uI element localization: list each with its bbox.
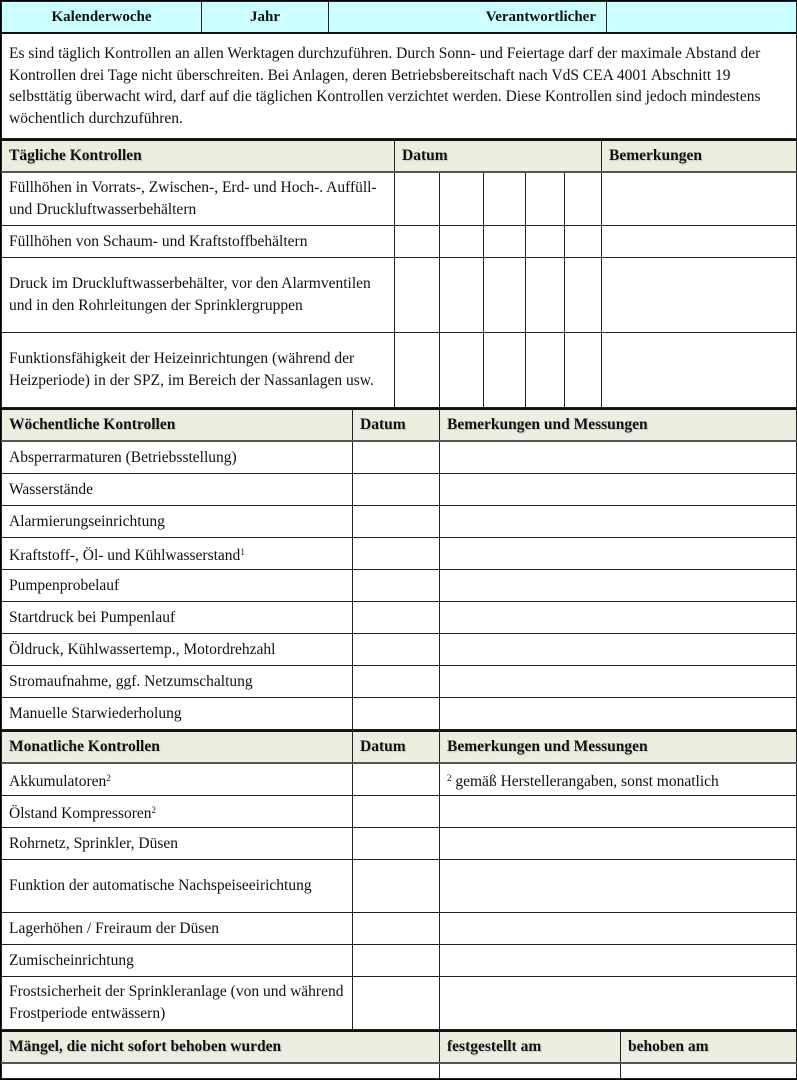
- weekly-item: Stromaufnahme, ggf. Netzumschaltung: [2, 666, 353, 698]
- fixed-date-cell[interactable]: [621, 1063, 797, 1079]
- weekly-item: Wasserstände: [2, 474, 353, 506]
- remarks-cell[interactable]: [440, 796, 797, 828]
- date-cell[interactable]: [353, 666, 440, 698]
- table-row: [2, 333, 797, 408]
- date-cell[interactable]: [484, 333, 526, 408]
- date-cell[interactable]: [565, 333, 602, 408]
- daily-item: Füllhöhen in Vorrats-, Zwischen-, Erd- und Hoch-. Auffüll- und Druckluftwasserbehältern: [2, 172, 395, 226]
- table-row: [2, 698, 797, 730]
- defects-title: Mängel, die nicht sofort behoben wurden: [2, 1031, 440, 1063]
- date-cell[interactable]: [526, 172, 565, 226]
- remarks-cell[interactable]: [440, 860, 797, 913]
- daily-item: Füllhöhen von Schaum- und Kraftstoffbehältern: [2, 226, 395, 258]
- table-row: [2, 570, 797, 602]
- date-cell[interactable]: [353, 602, 440, 634]
- weekly-item: Kraftstoff-, Öl- und Kühlwasserstand$^1$: [2, 538, 353, 570]
- weekly-item: Absperrarmaturen (Betriebsstellung): [2, 441, 353, 474]
- daily-item: Funktionsfähigkeit der Heizeinrichtungen (während der Heizperiode) in der SPZ, im Bereich der Nassanlagen usw.: [2, 333, 395, 408]
- date-cell[interactable]: [395, 172, 440, 226]
- weekly-table: [1, 408, 797, 730]
- monthly-item: Frostsicherheit der Sprinkleranlage (von und während Frostperiode entwässern): [2, 977, 353, 1030]
- weekly-date-header: Datum: [353, 409, 440, 441]
- remarks-cell[interactable]: [440, 828, 797, 860]
- table-row: [2, 860, 797, 913]
- date-cell[interactable]: [353, 506, 440, 538]
- date-cell[interactable]: [353, 913, 440, 945]
- monthly-remarks-header: Bemerkungen und Messungen: [440, 731, 797, 763]
- date-cell[interactable]: [353, 474, 440, 506]
- date-cell[interactable]: [440, 172, 484, 226]
- monthly-item: Funktion der automatische Nachspeiseeirichtung: [2, 860, 353, 913]
- daily-item: Druck im Druckluftwasserbehälter, vor den Alarmventilen und in den Rohrleitungen der Sprinklergruppen: [2, 258, 395, 333]
- remarks-cell[interactable]: [440, 570, 797, 602]
- table-row: [2, 913, 797, 945]
- remarks-cell[interactable]: [602, 226, 797, 258]
- date-cell[interactable]: [484, 226, 526, 258]
- kalenderwoche-label: Kalenderwoche: [2, 2, 202, 34]
- jahr-label: Jahr: [202, 2, 329, 34]
- date-cell[interactable]: [353, 441, 440, 474]
- found-date-cell[interactable]: [440, 1063, 621, 1079]
- verantwortlicher-field[interactable]: [607, 2, 797, 34]
- footnote-marker: 2: [447, 772, 452, 783]
- table-row: [2, 666, 797, 698]
- monthly-title: Monatliche Kontrollen: [2, 731, 353, 763]
- remarks-cell[interactable]: [602, 172, 797, 226]
- date-cell[interactable]: [353, 698, 440, 730]
- table-row: [2, 474, 797, 506]
- monthly-item: Ölstand Kompressoren$^2$: [2, 796, 353, 828]
- weekly-item: Manuelle Starwiederholung: [2, 698, 353, 730]
- table-row: [2, 506, 797, 538]
- table-row: [2, 977, 797, 1030]
- date-cell[interactable]: [353, 763, 440, 796]
- remarks-cell[interactable]: [440, 441, 797, 474]
- defect-description-cell[interactable]: [2, 1063, 440, 1079]
- date-cell[interactable]: [440, 226, 484, 258]
- table-row: [2, 602, 797, 634]
- footnote-marker: 2: [106, 772, 111, 783]
- date-cell[interactable]: [440, 333, 484, 408]
- date-cell[interactable]: [353, 538, 440, 570]
- footnote-marker: 2: [151, 804, 156, 815]
- remarks-cell[interactable]: [440, 763, 797, 796]
- monthly-item: Rohrnetz, Sprinkler, Düsen: [2, 828, 353, 860]
- weekly-item: Startdruck bei Pumpenlauf: [2, 602, 353, 634]
- monthly-date-header: Datum: [353, 731, 440, 763]
- table-row: [2, 828, 797, 860]
- weekly-title: Wöchentliche Kontrollen: [2, 409, 353, 441]
- daily-remarks-header: Bemerkungen: [602, 140, 797, 172]
- monthly-table: [1, 730, 797, 1030]
- daily-title: Tägliche Kontrollen: [2, 140, 395, 172]
- remarks-cell[interactable]: [440, 506, 797, 538]
- date-cell[interactable]: [353, 796, 440, 828]
- date-cell[interactable]: [353, 570, 440, 602]
- date-cell[interactable]: [353, 860, 440, 913]
- daily-date-header: Datum: [395, 140, 602, 172]
- weekly-item: Pumpenprobelauf: [2, 570, 353, 602]
- weekly-remarks-header: Bemerkungen und Messungen: [440, 409, 797, 441]
- weekly-item: Öldruck, Kühlwassertemp., Motordrehzahl: [2, 634, 353, 666]
- remarks-cell[interactable]: [440, 945, 797, 977]
- date-cell[interactable]: [484, 258, 526, 333]
- table-row: [2, 1063, 797, 1079]
- remarks-cell[interactable]: [440, 913, 797, 945]
- date-cell[interactable]: [526, 226, 565, 258]
- date-cell[interactable]: [484, 172, 526, 226]
- verantwortlicher-label: Verantwortlicher: [329, 2, 607, 34]
- date-cell[interactable]: [353, 977, 440, 1030]
- date-cell[interactable]: [565, 258, 602, 333]
- remarks-cell[interactable]: [440, 538, 797, 570]
- table-row: [2, 763, 797, 796]
- date-cell[interactable]: [353, 828, 440, 860]
- table-row: [2, 945, 797, 977]
- intro-text: Es sind täglich Kontrollen an allen Werktagen durchzuführen. Durch Sonn- und Feiertage darf der maximale Abstand der Kontrollen drei Tage nicht überschreiten. Bei Anlagen, deren Betriebsbereitschaft nach VdS CEA 4001 Abschnitt 19 selbsttätig überwacht wird, darf auf die täglichen Kontrollen verzichtet werden. Diese Kontrollen sind jedoch mindestens wöchentlich durchzuführen.: [2, 33, 797, 139]
- remarks-cell[interactable]: [440, 977, 797, 1030]
- remarks-cell[interactable]: [440, 666, 797, 698]
- table-row: [2, 538, 797, 570]
- footnote-text: gemäß Herstellerangaben, sonst monatlich: [455, 772, 719, 790]
- date-cell[interactable]: [353, 945, 440, 977]
- table-row: [2, 441, 797, 474]
- monthly-item: Akkumulatoren$^2$: [2, 763, 353, 796]
- date-cell[interactable]: [353, 634, 440, 666]
- date-cell[interactable]: [565, 226, 602, 258]
- table-row: [2, 226, 797, 258]
- defects-found-header: festgestellt am: [440, 1031, 621, 1063]
- table-row: [2, 258, 797, 333]
- remarks-cell[interactable]: [440, 698, 797, 730]
- monthly-item: Lagerhöhen / Freiraum der Düsen: [2, 913, 353, 945]
- table-row: [2, 172, 797, 226]
- date-cell[interactable]: [526, 333, 565, 408]
- remarks-cell[interactable]: [602, 333, 797, 408]
- date-cell[interactable]: [395, 226, 440, 258]
- date-cell[interactable]: [395, 258, 440, 333]
- defects-table: [1, 1030, 797, 1079]
- defects-fixed-header: behoben am: [621, 1031, 797, 1063]
- date-cell[interactable]: [526, 258, 565, 333]
- date-cell[interactable]: [395, 333, 440, 408]
- footnote-marker: 1: [240, 546, 245, 557]
- header-table: [1, 1, 797, 139]
- monthly-item: Zumischeinrichtung: [2, 945, 353, 977]
- date-cell[interactable]: [565, 172, 602, 226]
- table-row: [2, 634, 797, 666]
- remarks-cell[interactable]: [440, 634, 797, 666]
- remarks-cell[interactable]: [440, 602, 797, 634]
- daily-table: [1, 139, 797, 408]
- weekly-item: Alarmierungseinrichtung: [2, 506, 353, 538]
- date-cell[interactable]: [440, 258, 484, 333]
- remarks-cell[interactable]: [440, 474, 797, 506]
- remarks-cell[interactable]: [602, 258, 797, 333]
- table-row: [2, 796, 797, 828]
